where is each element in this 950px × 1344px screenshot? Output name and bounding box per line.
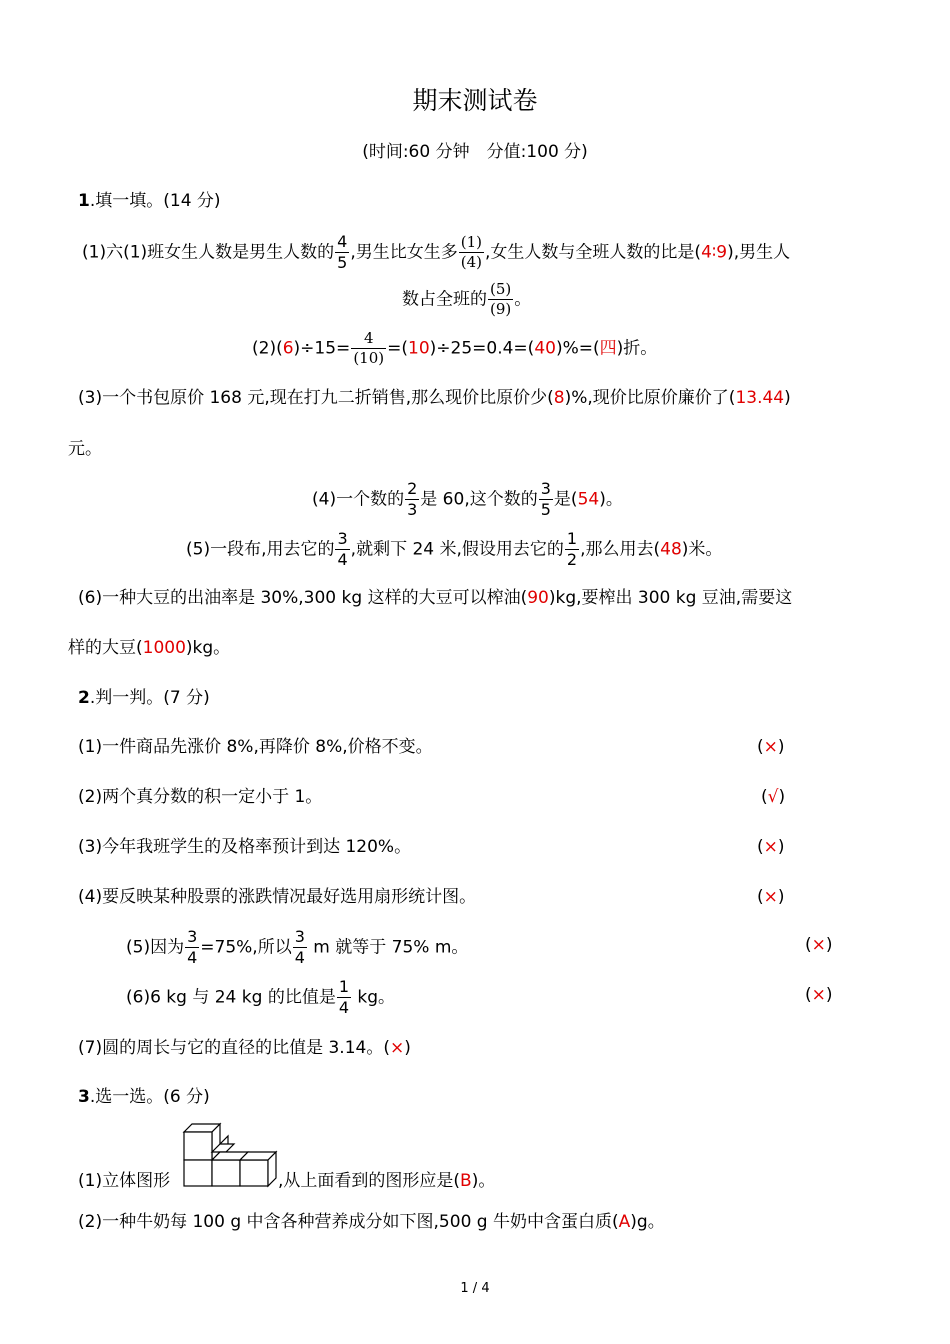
- fraction-answer: $\frac{(5)}{(9)}$: [490, 280, 512, 318]
- question-1-1: [82, 234, 790, 271]
- fraction: $\frac{3}{4}$: [294, 927, 305, 967]
- judge-mark-6: (×): [805, 985, 833, 1005]
- fraction: $\frac{4}{5}$: [337, 232, 348, 272]
- answer: 13.44: [735, 388, 785, 408]
- judge-mark-5: (×): [805, 935, 833, 955]
- question-1-3-cont: 元。: [68, 439, 102, 459]
- answer: 48: [660, 539, 682, 560]
- judge-mark-4: (×): [757, 887, 785, 907]
- answer: 54: [577, 489, 600, 510]
- answer: 6: [282, 338, 294, 359]
- answer: 1000: [142, 638, 186, 658]
- answer: 4∶9: [701, 242, 728, 263]
- judge-item-6: (6)6 kg 与 24 kg 的比值是 $\frac{1}{4}$ kg。: [126, 977, 396, 1017]
- choice-item-1: ,从上面看到的图形应是(B)。: [278, 1171, 496, 1191]
- section-1-title: .填一填。(14 分): [89, 191, 221, 211]
- answer: ×: [389, 1038, 405, 1058]
- fraction: $\frac{3}{4}$: [187, 927, 198, 967]
- q1-1-text-b: ,男生比女生多: [350, 242, 458, 263]
- fraction: $\frac{1}{2}$: [566, 529, 578, 569]
- section-3-number: 3: [78, 1087, 90, 1107]
- page-title: 期末测试卷: [412, 86, 538, 115]
- answer: 四: [599, 338, 617, 359]
- q1-1-text-d: ),男生人: [727, 242, 791, 263]
- judge-item-4: (4)要反映某种股票的涨跌情况最好选用扇形统计图。: [78, 887, 477, 907]
- section-3-heading: [78, 1089, 210, 1106]
- page-number: 1 / 4: [460, 1281, 490, 1296]
- q1-1-text-f: 。: [514, 289, 532, 310]
- question-1-1-cont: [402, 282, 531, 317]
- answer: A: [618, 1212, 631, 1232]
- question-1-6-cont: 样的大豆(1000)kg。: [68, 638, 231, 658]
- section-2-number: 2: [78, 688, 90, 708]
- choice-item-2: (2)一种牛奶每 100 g 中含各种营养成分如下图,500 g 牛奶中含蛋白质(A)g。: [78, 1212, 665, 1232]
- question-1-5: (5)一段布,用去它的 $\frac{3}{4}$ ,就剩下 24 米,假设用去它的 $\frac{1}{2}$ ,那么用去(48)米。: [186, 529, 723, 569]
- question-1-4: (4)一个数的 $\frac{2}{3}$ 是 60,这个数的 $\frac{3}{5}$ 是(54)。: [312, 479, 623, 519]
- fraction: $\frac{3}{5}$: [540, 479, 551, 519]
- judge-item-1: (1)一件商品先涨价 8%,再降价 8%,价格不变。: [78, 737, 433, 757]
- q1-1-text-c: ,女生人数与全班人数的比是(: [485, 242, 702, 263]
- cube-front-face: [212, 1160, 240, 1186]
- question-1-3: (3)一个书包原价 168 元,现在打九二折销售,那么现价比原价少(8)%,现价比原价廉价了(13.44): [78, 388, 791, 408]
- fraction: $\frac{1}{4}$: [338, 977, 350, 1017]
- fraction-answer: $\frac{(1)}{(4)}$: [460, 233, 483, 271]
- question-1-2: (2)(6)÷15= $\frac{4}{(10)}$ =(10)÷25=0.4=(40)%=(四)折。: [252, 329, 658, 367]
- fraction: $\frac{2}{3}$: [407, 479, 418, 519]
- judge-item-2: (2)两个真分数的积一定小于 1。: [78, 787, 323, 807]
- judge-item-3: (3)今年我班学生的及格率预计到达 120%。: [78, 837, 412, 857]
- section-1-heading: [78, 193, 221, 210]
- cube-front-face: [184, 1160, 212, 1186]
- cube-front-face: [240, 1160, 268, 1186]
- judge-mark-3: (×): [757, 837, 785, 857]
- choice-item-1-label: (1)立体图形: [78, 1171, 171, 1191]
- question-1-6: (6)一种大豆的出油率是 30%,300 kg 这样的大豆可以榨油(90)kg,要榨出 300 kg 豆油,需要这: [78, 588, 793, 608]
- judge-item-5: (5)因为 $\frac{3}{4}$ =75%,所以 $\frac{3}{4}$ m 就等于 75% m。: [126, 927, 469, 967]
- section-3-title: .选一选。(6 分): [89, 1087, 210, 1107]
- answer: B: [460, 1171, 472, 1191]
- answer: 10: [408, 338, 430, 359]
- judge-mark-2: (√): [761, 787, 786, 807]
- q1-1-text-e: 数占全班的: [402, 289, 487, 310]
- answer: 8: [553, 388, 565, 408]
- answer: 90: [527, 588, 549, 608]
- judge-mark-1: (×): [757, 737, 785, 757]
- section-2-title: .判一判。(7 分): [89, 688, 210, 708]
- fraction: $\frac{3}{4}$: [337, 529, 348, 569]
- answer: 40: [534, 338, 556, 359]
- section-1-number: 1: [78, 191, 90, 211]
- cube-figure: [182, 1122, 278, 1188]
- q1-1-text-a: (1)六(1)班女生人数是男生人数的: [82, 242, 335, 263]
- cube-front-face: [184, 1132, 212, 1160]
- judge-item-7: (7)圆的周长与它的直径的比值是 3.14。(×): [78, 1038, 411, 1058]
- fraction-answer: $\frac{4}{(10)}$: [353, 329, 385, 367]
- section-2-heading: [78, 690, 210, 707]
- exam-info: (时间:60 分钟 分值:100 分): [362, 142, 588, 162]
